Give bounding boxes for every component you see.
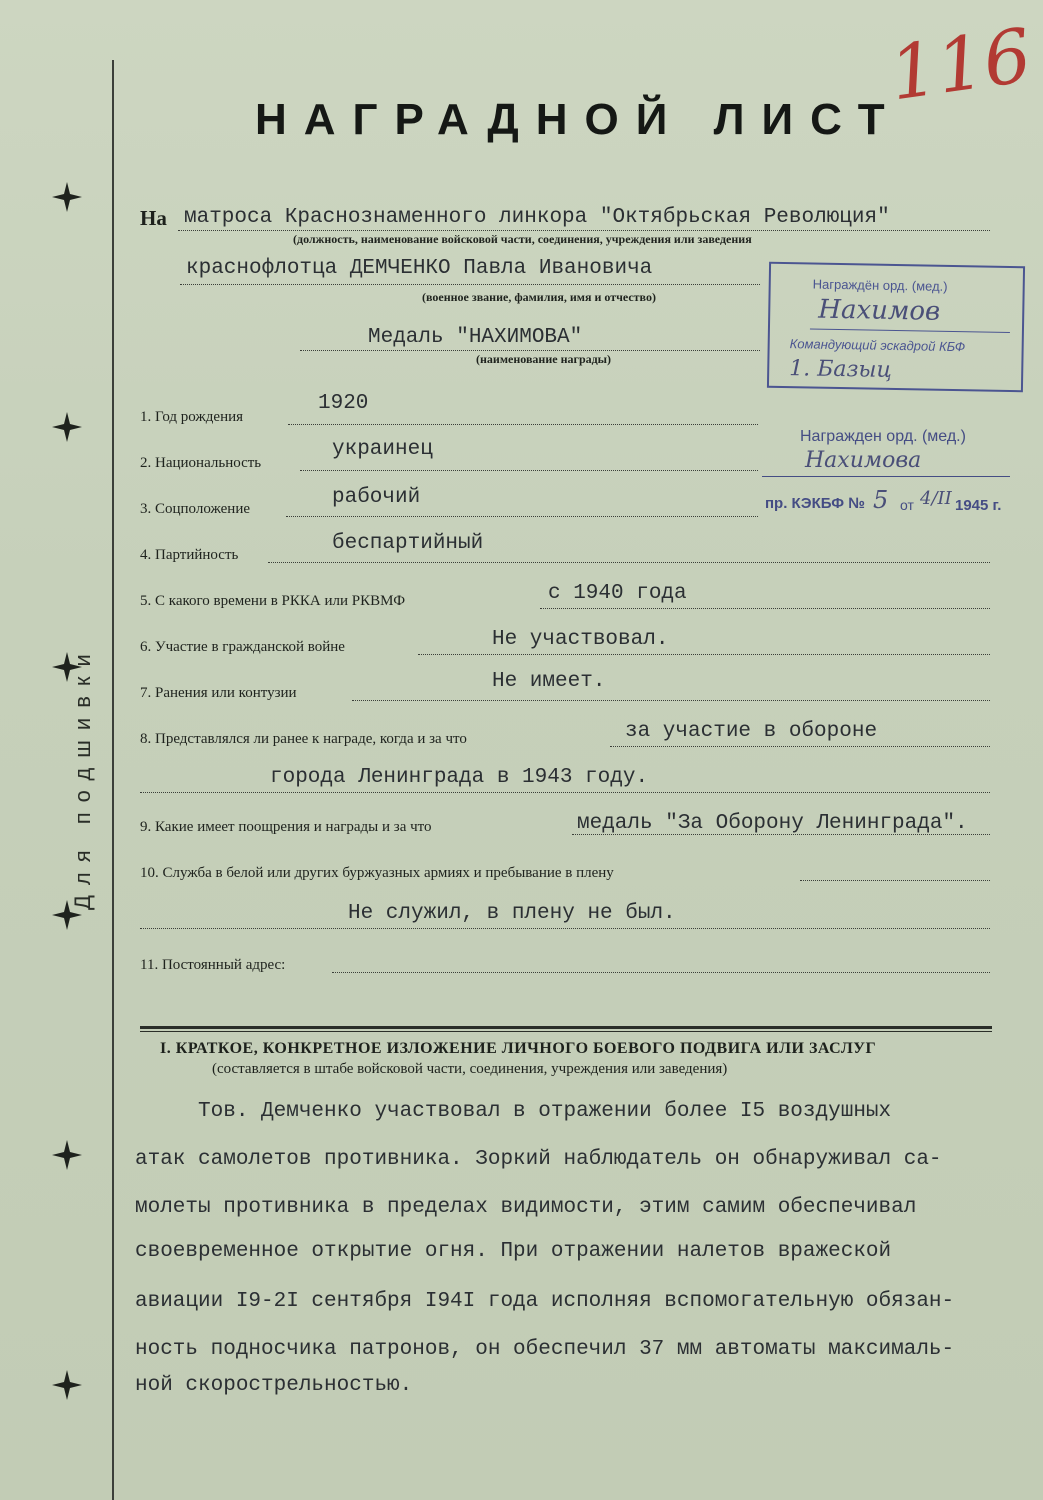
stamp-line-2: Командующий эскадрой КБФ <box>789 336 966 355</box>
narrative-line: атак самолетов противника. Зоркий наблюдатель он обнаруживал са- <box>135 1148 942 1171</box>
right-stamp-year: 1945 г. <box>955 497 1002 514</box>
field-value-wounds: Не имеет. <box>492 670 606 693</box>
section-divider <box>140 1026 992 1029</box>
field-underline <box>140 792 990 793</box>
field-value-white-army: Не служил, в плену не был. <box>348 902 676 925</box>
right-stamp-date: 4/II <box>920 488 952 509</box>
position-caption: (должность, наименование войсковой части, соединения, учреждения или заведения <box>293 232 752 246</box>
right-stamp-line-1: Награжден орд. (мед.) <box>800 428 966 445</box>
right-stamp-order-number: 5 <box>873 486 889 514</box>
name-value: краснофлотца ДЕМЧЕНКО Павла Ивановича <box>186 257 653 280</box>
field-underline <box>286 516 758 517</box>
field-underline <box>610 746 990 747</box>
binding-hole-icon <box>50 1138 84 1172</box>
right-stamp-handwriting: Нахимова <box>805 448 922 473</box>
field-underline <box>800 880 990 881</box>
field-value-service-start: с 1940 года <box>548 582 687 605</box>
field-underline <box>418 654 990 655</box>
right-stamp-underline <box>762 476 1010 477</box>
narrative-line: молеты противника в пределах видимости, этим самим обеспечивал <box>135 1196 917 1219</box>
field-label-commendations: 9. Какие имеет поощрения и награды и за что <box>140 819 432 835</box>
award-caption: (наименование награды) <box>476 352 612 366</box>
narrative-line: Тов. Демченко участвовал в отражении более I5 воздушных <box>135 1100 892 1123</box>
right-stamp-from: от <box>900 497 914 513</box>
field-label-party: 4. Партийность <box>140 547 239 563</box>
stamp-handwriting-1: Нахимов <box>818 294 941 327</box>
award-value: Медаль "НАХИМОВА" <box>368 326 583 349</box>
field-value-nationality: украинец <box>332 438 433 461</box>
stamp-line-1: Награждён орд. (мед.) <box>812 276 948 294</box>
field-label-social-status: 3. Соцположение <box>140 501 251 517</box>
narrative-line: ность подносчика патронов, он обеспечил 37 мм автоматы максималь- <box>135 1338 955 1361</box>
narrative-line: своевременное открытие огня. При отражении налетов вражеской <box>135 1240 892 1263</box>
field-underline <box>268 562 990 563</box>
name-caption: (военное звание, фамилия, имя и отчество) <box>422 290 656 304</box>
position-underline <box>178 230 990 231</box>
field-underline <box>540 608 990 609</box>
field-label-civil-war: 6. Участие в гражданской войне <box>140 639 345 655</box>
field-value-previous-awards: за участие в обороне <box>625 720 878 743</box>
binding-hole-icon <box>50 1368 84 1402</box>
binding-hole-icon <box>50 410 84 444</box>
award-underline <box>300 350 760 351</box>
field-value-social-status: рабочий <box>332 486 421 509</box>
field-label-address: 11. Постоянный адрес: <box>140 957 286 973</box>
document-title: НАГРАДНОЙ ЛИСТ <box>255 95 902 144</box>
field-underline <box>140 928 990 929</box>
field-underline <box>332 972 990 973</box>
section-subtitle: (составляется в штабе войсковой части, соединения, учреждения или заведения) <box>212 1061 728 1077</box>
binding-margin-line <box>112 60 114 1500</box>
field-label-wounds: 7. Ранения или контузии <box>140 685 297 701</box>
narrative-line: авиации I9-2I сентября I94I года исполняя вспомогательную обязан- <box>135 1290 955 1313</box>
section-divider-thin <box>140 1031 992 1032</box>
binding-label: Для подшивки <box>70 644 95 910</box>
binding-hole-icon <box>50 180 84 214</box>
field-underline <box>300 470 758 471</box>
field-label-birth-year: 1. Год рождения <box>140 409 244 425</box>
narrative-line: ной скорострельностью. <box>135 1374 413 1397</box>
position-value: матроса Краснознаменного линкора "Октябрьская Революция" <box>184 206 890 229</box>
name-underline <box>180 284 760 285</box>
field-underline <box>352 700 990 701</box>
archive-number: 116 <box>884 12 1037 118</box>
na-label: На <box>140 206 167 230</box>
field-value-civil-war: Не участвовал. <box>492 628 669 651</box>
field-label-white-army: 10. Служба в белой или других буржуазных армиях и пребывание в плену <box>140 865 614 881</box>
stamp-underline-1 <box>810 328 1010 332</box>
right-stamp-order-prefix: пр. КЭКБФ № <box>765 495 865 512</box>
stamp-signature: 1. Базыц <box>789 356 893 383</box>
field-label-service-start: 5. С какого времени в РККА или РКВМФ <box>140 593 406 609</box>
field-underline <box>288 424 758 425</box>
field-value-commendations: медаль "За Оборону Ленинграда". <box>577 812 968 835</box>
field-label-previous-awards: 8. Представлялся ли ранее к награде, когда и за что <box>140 731 467 747</box>
field-label-nationality: 2. Национальность <box>140 455 262 471</box>
field-value-previous-awards-cont: города Ленинграда в 1943 году. <box>270 766 649 789</box>
field-value-birth-year: 1920 <box>318 392 369 415</box>
field-value-party: беспартийный <box>332 532 484 555</box>
award-stamp <box>767 262 1025 392</box>
section-title: I. КРАТКОЕ, КОНКРЕТНОЕ ИЗЛОЖЕНИЕ ЛИЧНОГО БОЕВОГО ПОДВИГА ИЛИ ЗАСЛУГ <box>160 1040 877 1057</box>
